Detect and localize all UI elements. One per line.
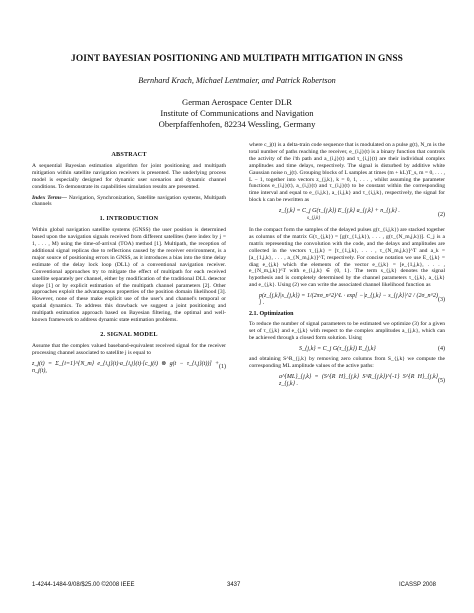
equation-5-number: (5) [438, 377, 445, 384]
ml-amplitude-text: and obtaining S^R_{j,k} by removing zero columns from S_{j,k} we compute the corresponding ML amplitude values of the active paths: [249, 356, 445, 370]
left-column [32, 148, 226, 378]
equation-3-number: (3) [438, 296, 445, 303]
optimization-heading: 2.1. Optimization [249, 310, 294, 317]
footer-copyright: 1-4244-1484-9/08/$25.00 ©2008 IEEE [32, 582, 135, 588]
abstract-text: A sequential Bayesian estimation algorithm for joint positioning and multipath mitigation within satellite navigation receivers is presented. The underlying process model is especially designed for dynamic user scenarios and dynamic channel conditions. To demonstrate its capabilities simulation results are presented. [32, 162, 226, 190]
right-column [249, 142, 445, 392]
signal-model-heading: 2. SIGNAL MODEL [100, 330, 158, 338]
introduction-heading: 1. INTRODUCTION [99, 215, 159, 223]
equation-5-formula: a^{ML}_{j,k} = (S^{R H}_{j,k} S^R_{j,k})^{-1} S^{R H}_{j,k} z_{j,k} . [279, 374, 438, 388]
index-terms-label: Index Terms— [32, 194, 67, 201]
footer-page-number: 3437 [227, 582, 241, 588]
equation-3-formula: p(z_{j,k}|s_{j,k}) = 1/(2πσ_n^2)^L · exp[ −|z_{j,k} − s_{j,k}|^2 / (2σ_n^2) ] . [259, 293, 438, 307]
equation-3 [249, 293, 445, 307]
equation-4 [249, 346, 445, 353]
affiliation-line-2: Institute of Communications and Navigation [160, 108, 314, 118]
compact-form-text: In the compact form the samples of the delayed pulses g(τ_{i,j,k}) are stacked together as columns of the matrix G(τ_{j,k}) = [g(τ_{1,j,k}), . . . , g(τ_{N_m,j,k})]. C_j is a matrix representing the convolution with the code, and the delays and amplitudes are collected in the vectors τ_{j,k} = [τ_{1,j,k}, . . . , τ_{N_m,j,k}]^T and a_k = [a_{1,j,k}, . . . , a_{N_m,j,k}]^T, respectively. For concise notation we use E_{j,k} = diag e_{j,k} which the elements of the vector e_{j,k} = [e_{1,j,k}, . . . , e_{N_m,j,k}]^T with e_{i,j,k} ∈ {0, 1}. The term s_{j,k} denotes the signal hypothesis and is completely determined by the channel parameters τ_{j,k}, a_{j,k} and e_{j,k}. Using (2) we can write the associated channel likelihood function as [249, 226, 445, 289]
footer-conference: ICASSP 2008 [399, 582, 436, 588]
equation-2-formula: z_{j,k} = C_j G(τ_{j,k}) E_{j,k} a_{j,k} + n_{j,k} . [279, 208, 400, 215]
index-terms [32, 195, 226, 209]
equation-2-number: (2) [438, 212, 445, 219]
signal-model-continued: where c_j(t) is a delta-train code sequence that is modulated on a pulse g(t), N_m is the total number of paths reaching the receiver, e_{i,j}(t) is a binary function that controls the activity of the i'th path and a_{i,j}(t) and τ_{i,j}(t) are their individual complex amplitudes and time delays, respectively. The signal is disturbed by additive white Gaussian noise n_j(t). Grouping blocks of L samples at times (m + kL)T_s, m = 0, . . . , L − 1, together into vectors z_{j,k}, k = 0, 1, . . . , whilst assuming the parameter functions e_{i,j}(t), a_{i,j}(t) and τ_{i,j}(t) to be constant within the corresponding time interval and equal to e_{i,j,k}, a_{i,j,k} and τ_{i,j,k}, respectively, the signal for block k can be rewritten as [249, 142, 445, 204]
optimization-text: To reduce the number of signal parameters to be estimated we optimize (3) for a given set of τ_{j,k} and e_{j,k} with respect to the complex amplitudes a_{j,k}, which can be achieved through a closed form solution. Using [249, 320, 445, 341]
abstract-heading: ABSTRACT [111, 151, 147, 158]
equation-1-number: (1) [219, 364, 226, 371]
equation-2-underbrace: s_{j,k} [307, 216, 321, 222]
equation-4-formula: S_{j,k} = C_j G(τ_{j,k}) E_{j,k} [299, 345, 376, 352]
paper-authors: Bernhard Krach, Michael Lentmaier, and Patrick Robertson [138, 76, 336, 85]
equation-1 [32, 361, 226, 375]
affiliation-line-1: German Aerospace Center DLR [181, 97, 292, 107]
signal-model-text: Assume that the complex valued baseband-equivalent received signal for the receiver processing channel associated to satellite j is equal to [32, 342, 226, 356]
affiliation-line-3: Oberpfaffenhofen, 82234 Wessling, Germany [158, 119, 316, 129]
equation-5 [249, 374, 445, 388]
equation-4-number: (4) [438, 345, 445, 352]
equation-1-formula: z_j(t) = Σ_{i=1}^{N_m} e_{i,j}(t)·a_{i,j}(t)·[c_j(t) ⊗ g(t − τ_{i,j}(t))] + n_j(t), [32, 360, 219, 374]
paper-title: JOINT BAYESIAN POSITIONING AND MULTIPATH MITIGATION IN GNSS [71, 54, 403, 64]
introduction-text: Within global navigation satellite systems (GNSS) the user position is determined based upon the navigation signals received from different satellites (here index by j = 1, . . . , M) using the time-of-arrival (TOA) method [1]. Multipath, the reception of additional signal replicas due to reflections caused by the receiver environment, is a major source of positioning errors in GNSS, as it introduces a bias into the time delay estimate of the delay lock loop (DLL) of a conventional navigation receiver. Conventional approaches try to mitigate the effect of multipath for each received satellite separately per channel, either by modification of the traditional DLL detector slope [1] or by explicit estimation of the multipath channel parameters [2]. Other approaches exploit the advantageous properties of the position domain likelihood [3]. However, none of these make explicit use of the user's and channel's temporal or spatial dynamics. To address this drawback we suggest a joint positioning and multipath estimation approach based on Bayesian filtering, the optimal and well-known framework to address dynamic state estimation problems. [32, 227, 226, 324]
equation-2 [249, 208, 445, 223]
index-terms-text: Navigation, Synchronization, Satellite navigation systems, Multipath channels [32, 194, 226, 208]
